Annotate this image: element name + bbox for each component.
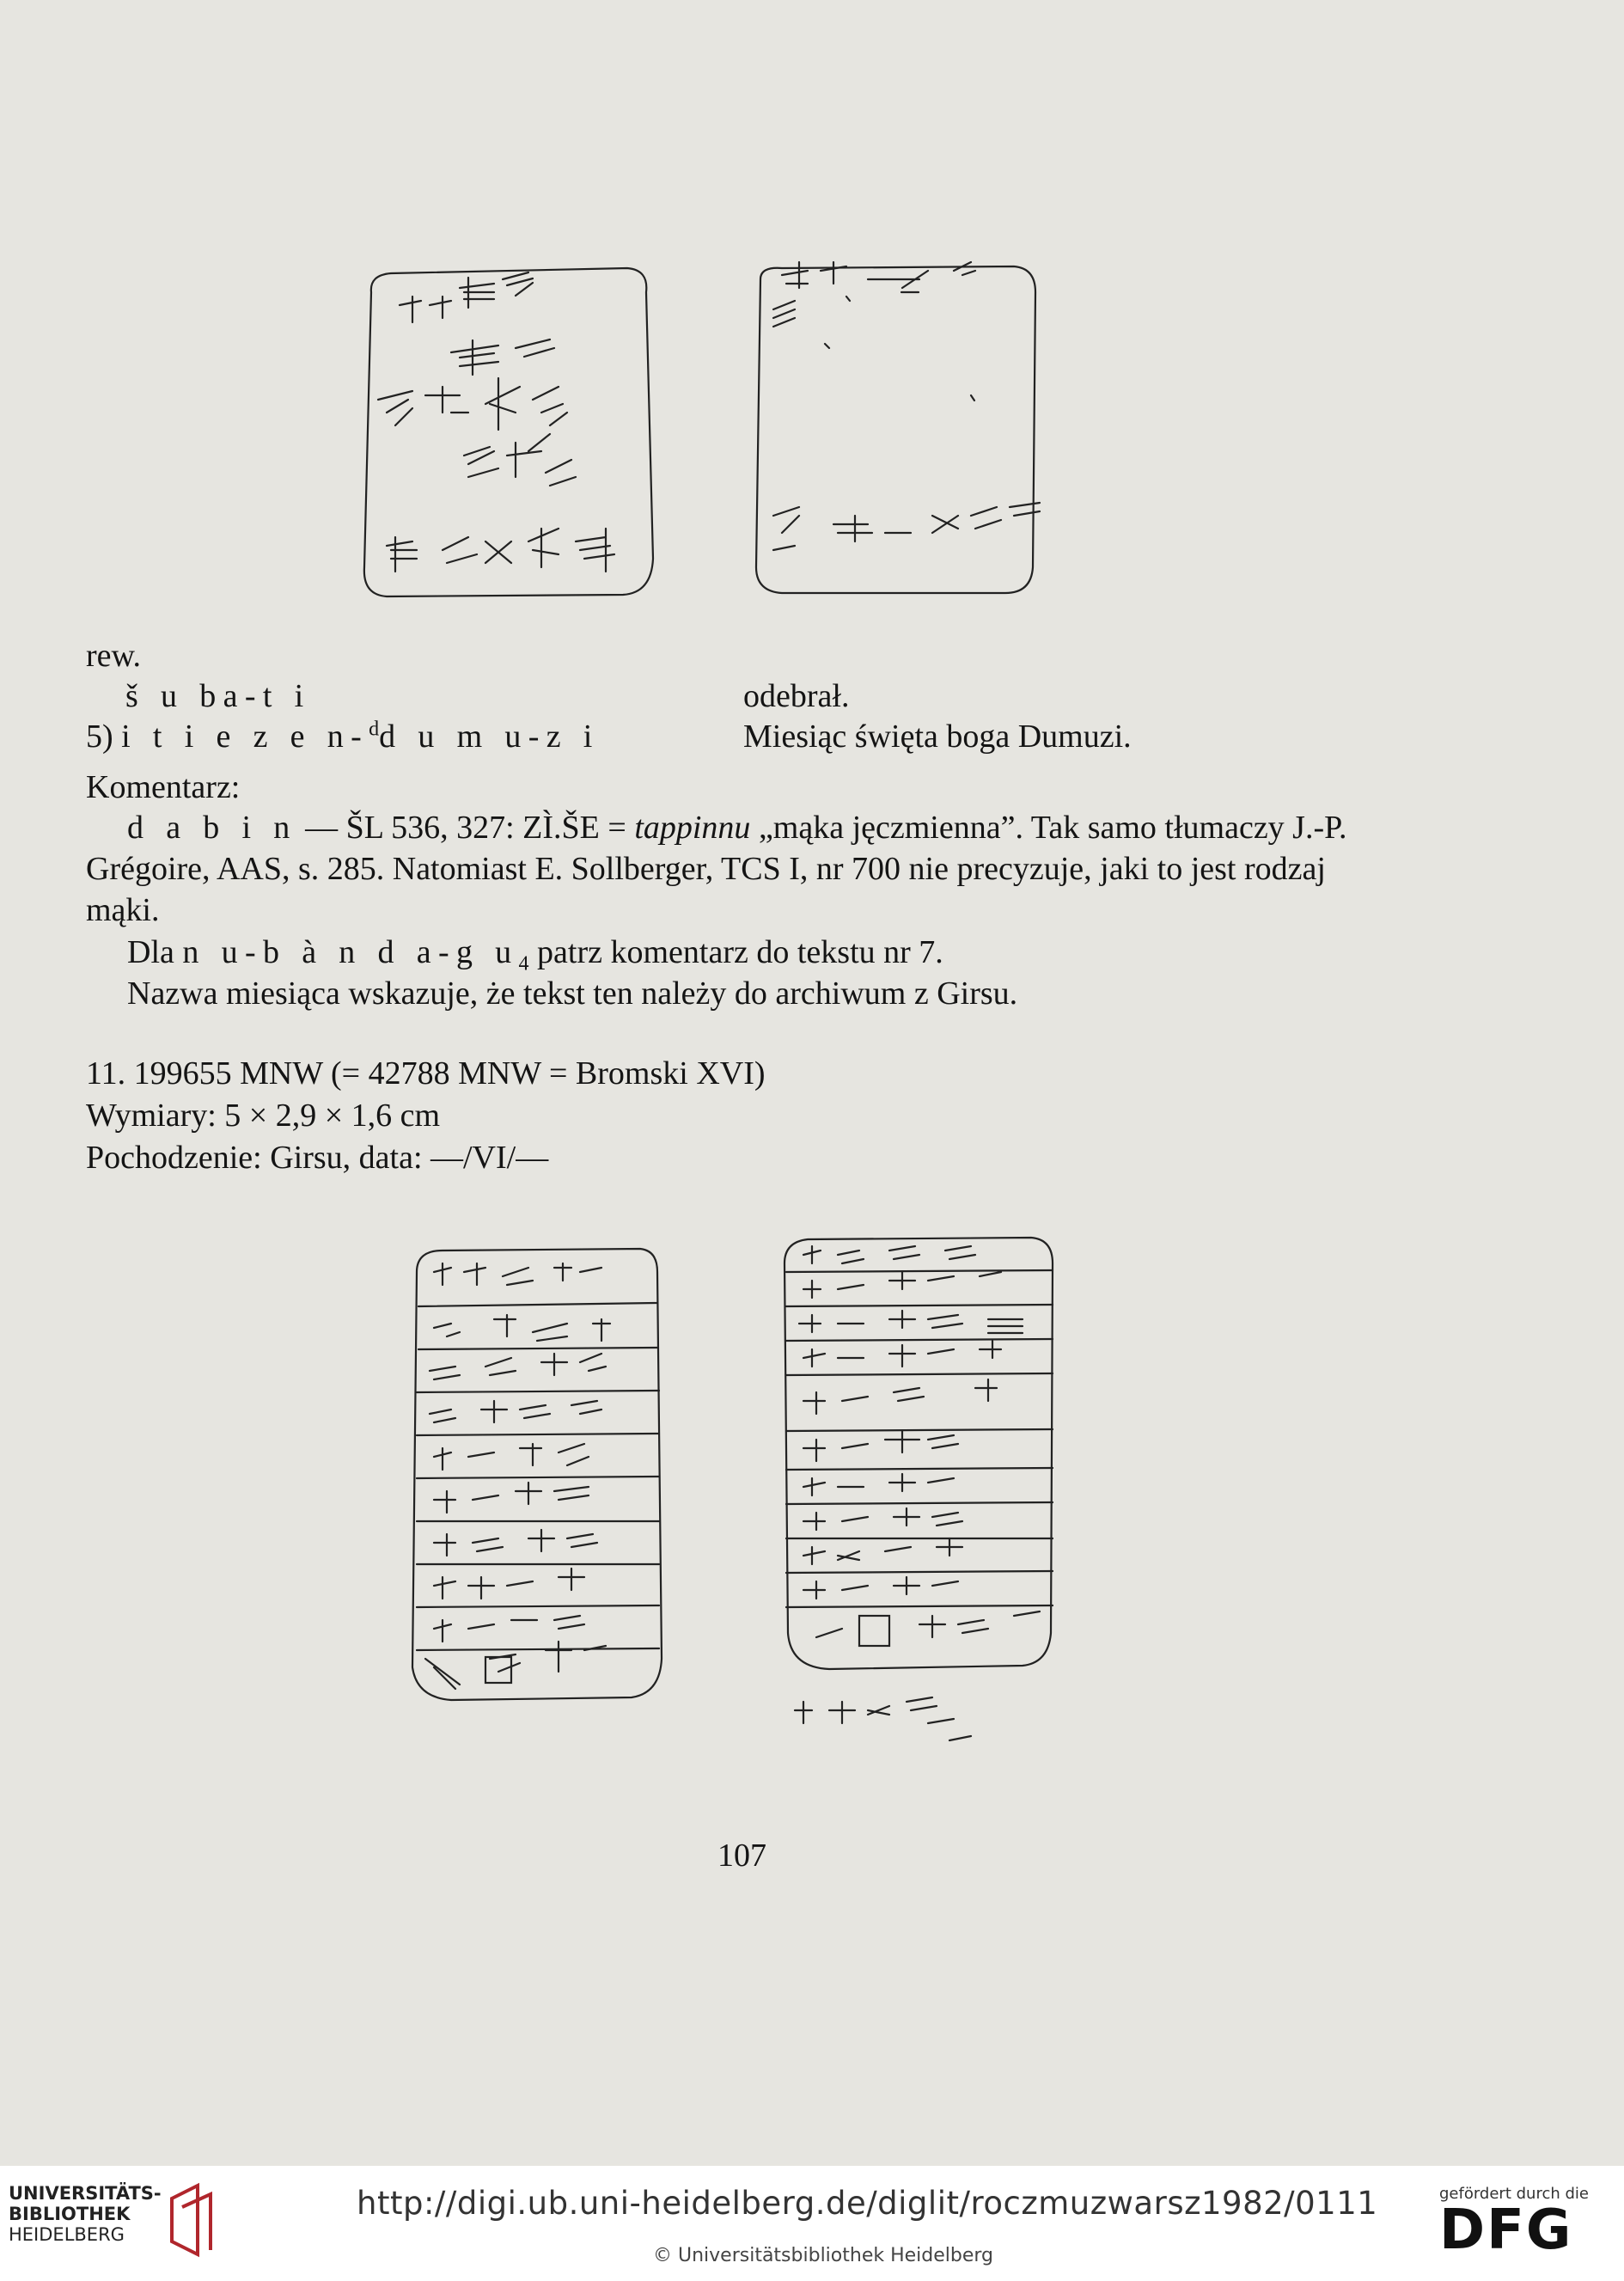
- translation-line-miesiac: Miesiąc święta boga Dumuzi.: [743, 719, 1132, 755]
- commentary-heading: Komentarz:: [86, 769, 241, 805]
- commentary-text: Dla: [127, 934, 183, 970]
- dfg-sponsor-logo[interactable]: [1439, 2185, 1589, 2262]
- commentary-text: patrz komentarz do tekstu nr 7.: [528, 934, 943, 970]
- transliteration-line-5: [86, 717, 600, 756]
- commentary-paragraph-1-line-3: mąki.: [86, 892, 160, 928]
- reverse-label: rew.: [86, 638, 141, 674]
- sponsor-caption: gefördert durch die: [1439, 2185, 1589, 2203]
- translation-line-odebral: odebrał.: [743, 678, 850, 714]
- cuneiform-tablet-drawing-reverse-11: [769, 1229, 1096, 1788]
- digitization-footer: [0, 2166, 1624, 2281]
- commentary-paragraph-2: [127, 933, 943, 975]
- dfg-logo-text: DFG: [1439, 2198, 1573, 2262]
- permalink-url[interactable]: http://digi.ub.uni-heidelberg.de/diglit/roczmuzwarsz1982/0111: [357, 2185, 1378, 2222]
- line-number: 5): [86, 719, 113, 755]
- library-name-line-3: HEIDELBERG: [9, 2224, 125, 2245]
- page-number: 107: [717, 1838, 766, 1874]
- library-logo[interactable]: [9, 2183, 162, 2245]
- commentary-paragraph-3: Nazwa miesiąca wskazuje, że tekst ten należy do archiwum z Girsu.: [127, 975, 1018, 1012]
- commentary-paragraph-1-line-1: [127, 808, 1347, 847]
- library-emblem-icon: [163, 2181, 223, 2259]
- library-name-line-2: BIBLIOTHEK: [9, 2204, 131, 2224]
- cuneiform-tablet-drawing-obverse-11: [400, 1246, 683, 1719]
- commentary-subscript: 4: [518, 952, 529, 975]
- commentary-term-dabin: d a b i n: [127, 810, 297, 846]
- commentary-paragraph-1-line-2: Grégoire, AAS, s. 285. Natomiast E. Sollberger, TCS I, nr 700 nie precyzuje, jaki to jest rodzaj: [86, 851, 1326, 887]
- library-name-line-1: UNIVERSITÄTS-: [9, 2183, 162, 2204]
- commentary-term-nubanda: n u-b à n d a-g u: [182, 934, 519, 970]
- divine-determinative: d: [369, 718, 380, 741]
- entry-origin: Pochodzenie: Girsu, data: —/VI/—: [86, 1140, 549, 1176]
- transliteration-line-shu-bati: š u ba-t i: [125, 678, 311, 714]
- commentary-akkadian-term: tappinnu: [634, 810, 751, 846]
- cuneiform-tablet-drawing-reverse: [739, 258, 1048, 602]
- entry-title: 11. 199655 MNW (= 42788 MNW = Bromski XVI): [86, 1055, 766, 1092]
- translit-dumuzi: d u m u-z i: [379, 719, 600, 755]
- entry-dimensions: Wymiary: 5 × 2,9 × 1,6 cm: [86, 1098, 441, 1134]
- commentary-text: „mąka jęczmienna”. Tak samo tłumaczy J.-P.: [750, 810, 1347, 846]
- cuneiform-tablet-drawing-obverse: [352, 258, 662, 602]
- copyright-notice: © Universitätsbibliothek Heidelberg: [653, 2245, 994, 2266]
- commentary-text: — ŠL 536, 327: ZÌ.ŠE =: [296, 810, 635, 846]
- translit-iti-ezen: i t i e z e n-: [121, 719, 369, 755]
